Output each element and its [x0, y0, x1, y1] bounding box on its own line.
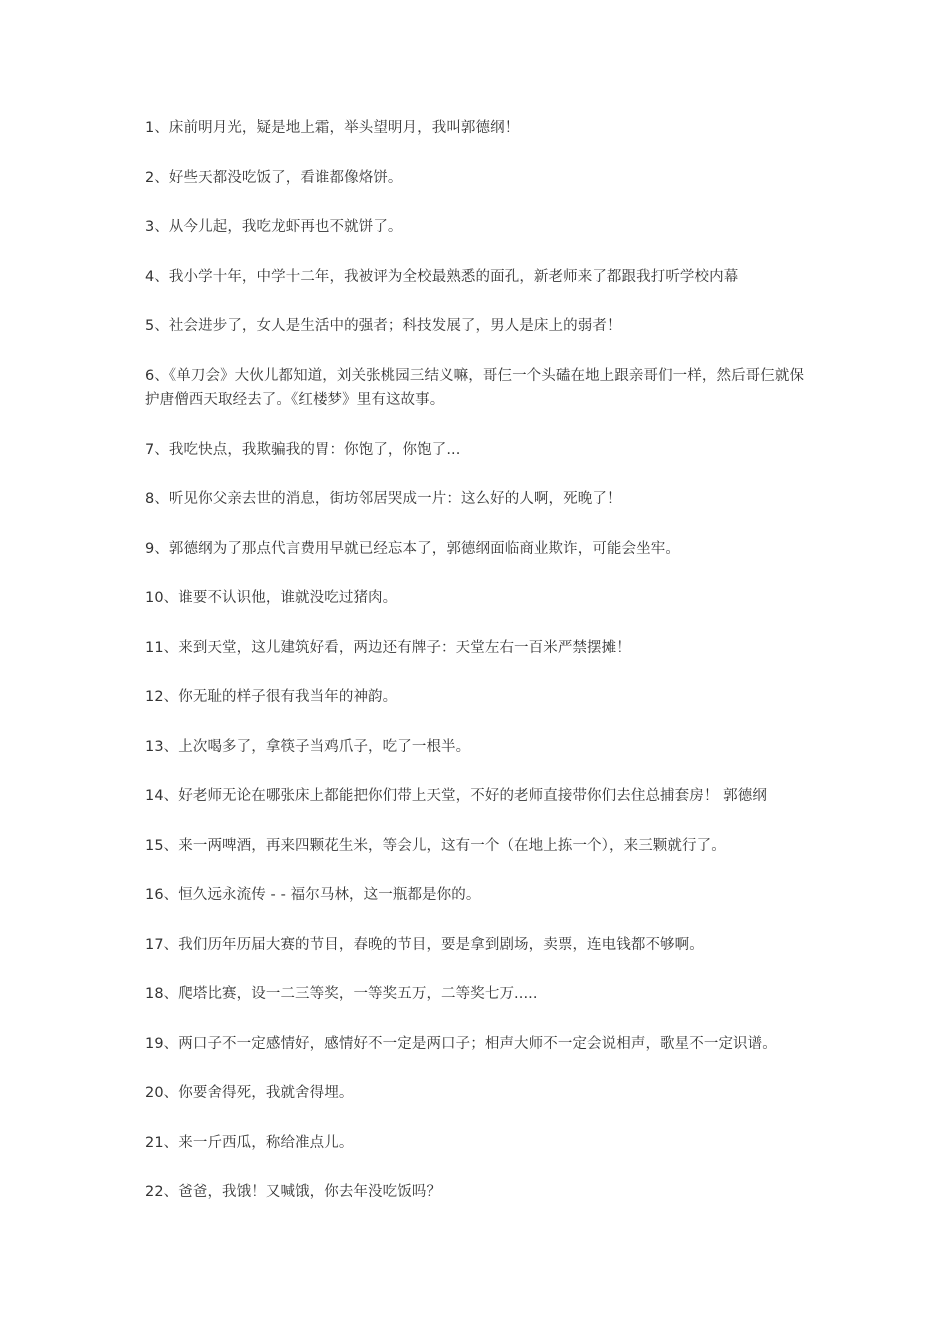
list-item: 3、从今儿起，我吃龙虾再也不就饼了。	[145, 219, 403, 235]
list-item: 19、两口子不一定感情好，感情好不一定是两口子；相声大师不一定会说相声，歌星不一定识谱。	[145, 1035, 777, 1052]
list-item: 9、郭德纲为了那点代言费用早就已经忘本了，郭德纲面临商业欺诈，可能会坐牢。	[145, 540, 680, 557]
list-item: 4、我小学十年，中学十二年，我被评为全校最熟悉的面孔，新老师来了都跟我打听学校内幕	[145, 268, 739, 285]
list-item: 21、来一斤西瓜，称给准点儿。	[145, 1134, 354, 1151]
list-item: 6、《单刀会》大伙儿都知道，刘关张桃园三结义嘛，哥仨一个头磕在地上跟亲哥们一样，然后哥仨就保护唐僧西天取经去了。《红楼梦》里有这故事。	[145, 367, 805, 408]
list-item: 14、好老师无论在哪张床上都能把你们带上天堂，不好的老师直接带你们去住总捕套房！ 郭德纲	[145, 788, 767, 804]
list-item: 8、听见你父亲去世的消息，街坊邻居哭成一片：这么好的人啊，死晚了！	[145, 491, 622, 507]
list-item: 22、爸爸，我饿！又喊饿，你去年没吃饭吗？	[145, 1184, 442, 1200]
list-item: 5、社会进步了，女人是生活中的强者；科技发展了，男人是床上的弱者！	[145, 318, 622, 334]
list-item: 20、你要舍得死，我就舍得埋。	[145, 1085, 354, 1101]
joke-list	[145, 116, 815, 1230]
list-item: 12、你无耻的样子很有我当年的神韵。	[145, 689, 398, 705]
list-item: 13、上次喝多了，拿筷子当鸡爪子，吃了一根半。	[145, 738, 471, 755]
list-item: 1、床前明月光，疑是地上霜，举头望明月，我叫郭德纲！	[145, 120, 520, 136]
list-item: 18、爬塔比赛，设一二三等奖，一等奖五万，二等奖七万.....	[145, 986, 538, 1002]
list-item: 2、好些天都没吃饭了，看谁都像烙饼。	[145, 169, 403, 186]
list-item: 11、来到天堂，这儿建筑好看，两边还有牌子：天堂左右一百米严禁摆摊！	[145, 639, 631, 656]
list-item: 16、恒久远永流传 - - 福尔马林，这一瓶都是你的。	[145, 887, 481, 903]
list-item: 15、来一两啤酒，再来四颗花生米，等会儿，这有一个（在地上拣一个），来三颗就行了。	[145, 837, 726, 854]
list-item: 17、我们历年历届大赛的节目，春晚的节目，要是拿到剧场，卖票，连电钱都不够啊。	[145, 936, 704, 953]
list-item: 7、我吃快点，我欺骗我的胃：你饱了，你饱了...	[145, 441, 461, 458]
list-item: 10、谁要不认识他，谁就没吃过猪肉。	[145, 590, 398, 606]
